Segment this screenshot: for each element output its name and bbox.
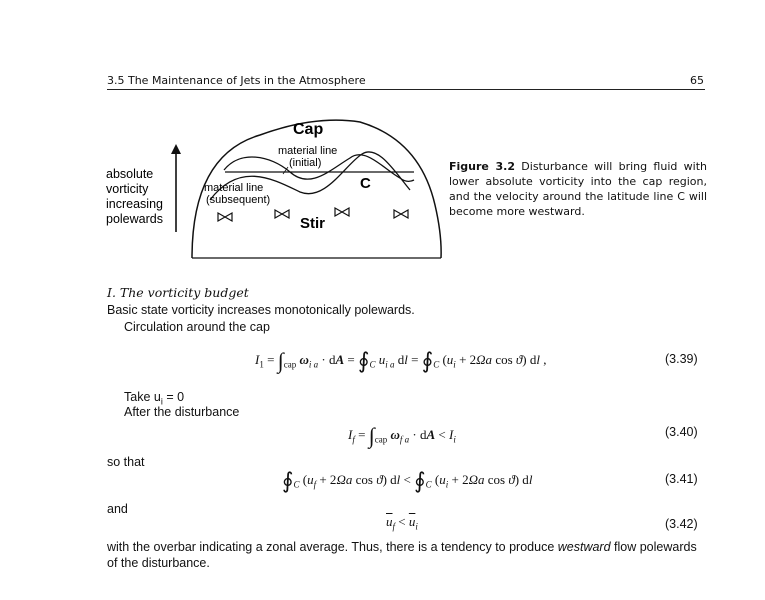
cap-label: Cap (293, 121, 324, 138)
equation-3-40: $I_f = \int_{cap}$ $\omega_{f a}$ · dA < $I_i$ (348, 423, 456, 448)
page-number: 65 (690, 74, 704, 87)
section-title: I. The vorticity budget (107, 285, 249, 300)
closing-emphasis: westward (557, 540, 611, 554)
stir-symbol-3 (335, 208, 349, 216)
caption-label: Figure 3.2 (449, 160, 515, 173)
initial-label-line-1: material line (278, 145, 338, 157)
equation-3-42: $\overline{u}_f < \overline{u}_i$ (386, 514, 418, 532)
poleward-arrow-head (171, 144, 181, 154)
running-header: 3.5 The Maintenance of Jets in the Atmosphere (107, 74, 366, 87)
paragraph-after: After the disturbance (124, 405, 240, 419)
side-label-line-2: vorticity (106, 182, 149, 196)
paragraph-and: and (107, 502, 128, 516)
paragraph-basic-state: Basic state vorticity increases monotonically polewards. (107, 303, 415, 317)
equation-number-3-40: (3.40) (665, 425, 698, 439)
equation-3-41: $∮_C$ ($u_f + 2\Omega a$ cos ϑ) dl < $∮_C$ ($u_i + 2\Omega a$ cos ϑ) dl (282, 468, 533, 493)
closing-end: flow polewards of the disturbance. (107, 540, 697, 570)
stir-symbol-1 (218, 213, 232, 221)
side-label-line-3: increasing (106, 197, 163, 211)
side-label-line-1: absolute (106, 167, 154, 181)
equation-3-39: $I_1 = \int_{cap}$ $\omega_{i a}$ · dA = $∮_C$ $u_{i a}$ dl = $∮_C$ ($u_i + 2\Omega a$ cos ϑ) dl , (255, 348, 547, 373)
initial-label-line-2: (initial) (289, 157, 322, 169)
closing-paragraph (107, 539, 707, 571)
paragraph-so-that: so that (107, 455, 145, 469)
stir-symbol-2 (275, 210, 289, 218)
take-rest: = 0 (162, 390, 185, 404)
header-rule (107, 89, 705, 90)
figure-3-2-diagram (100, 110, 450, 265)
stir-label: Stir (300, 215, 326, 232)
caption-text: Disturbance will bring fluid with lower absolute vorticity into the cap region, and the velocity around the latitude line C will become more westward. (449, 160, 707, 218)
take-subscript: i (160, 396, 163, 407)
stir-symbol-4 (394, 210, 408, 218)
latitude-c-label: C (360, 175, 371, 192)
equation-number-3-41: (3.41) (665, 472, 698, 486)
closing-text: with the overbar indicating a zonal average. Thus, there is a tendency to produce (107, 540, 558, 554)
subsequent-label-line-2: (subsequent) (206, 194, 271, 206)
subsequent-label-line-1: material line (204, 182, 264, 194)
figure-caption (449, 159, 707, 219)
equation-number-3-39: (3.39) (665, 352, 698, 366)
side-label-line-4: polewards (106, 212, 163, 226)
take-text: Take u (124, 390, 161, 404)
equation-number-3-42: (3.42) (665, 517, 698, 531)
paragraph-circulation: Circulation around the cap (124, 320, 270, 334)
